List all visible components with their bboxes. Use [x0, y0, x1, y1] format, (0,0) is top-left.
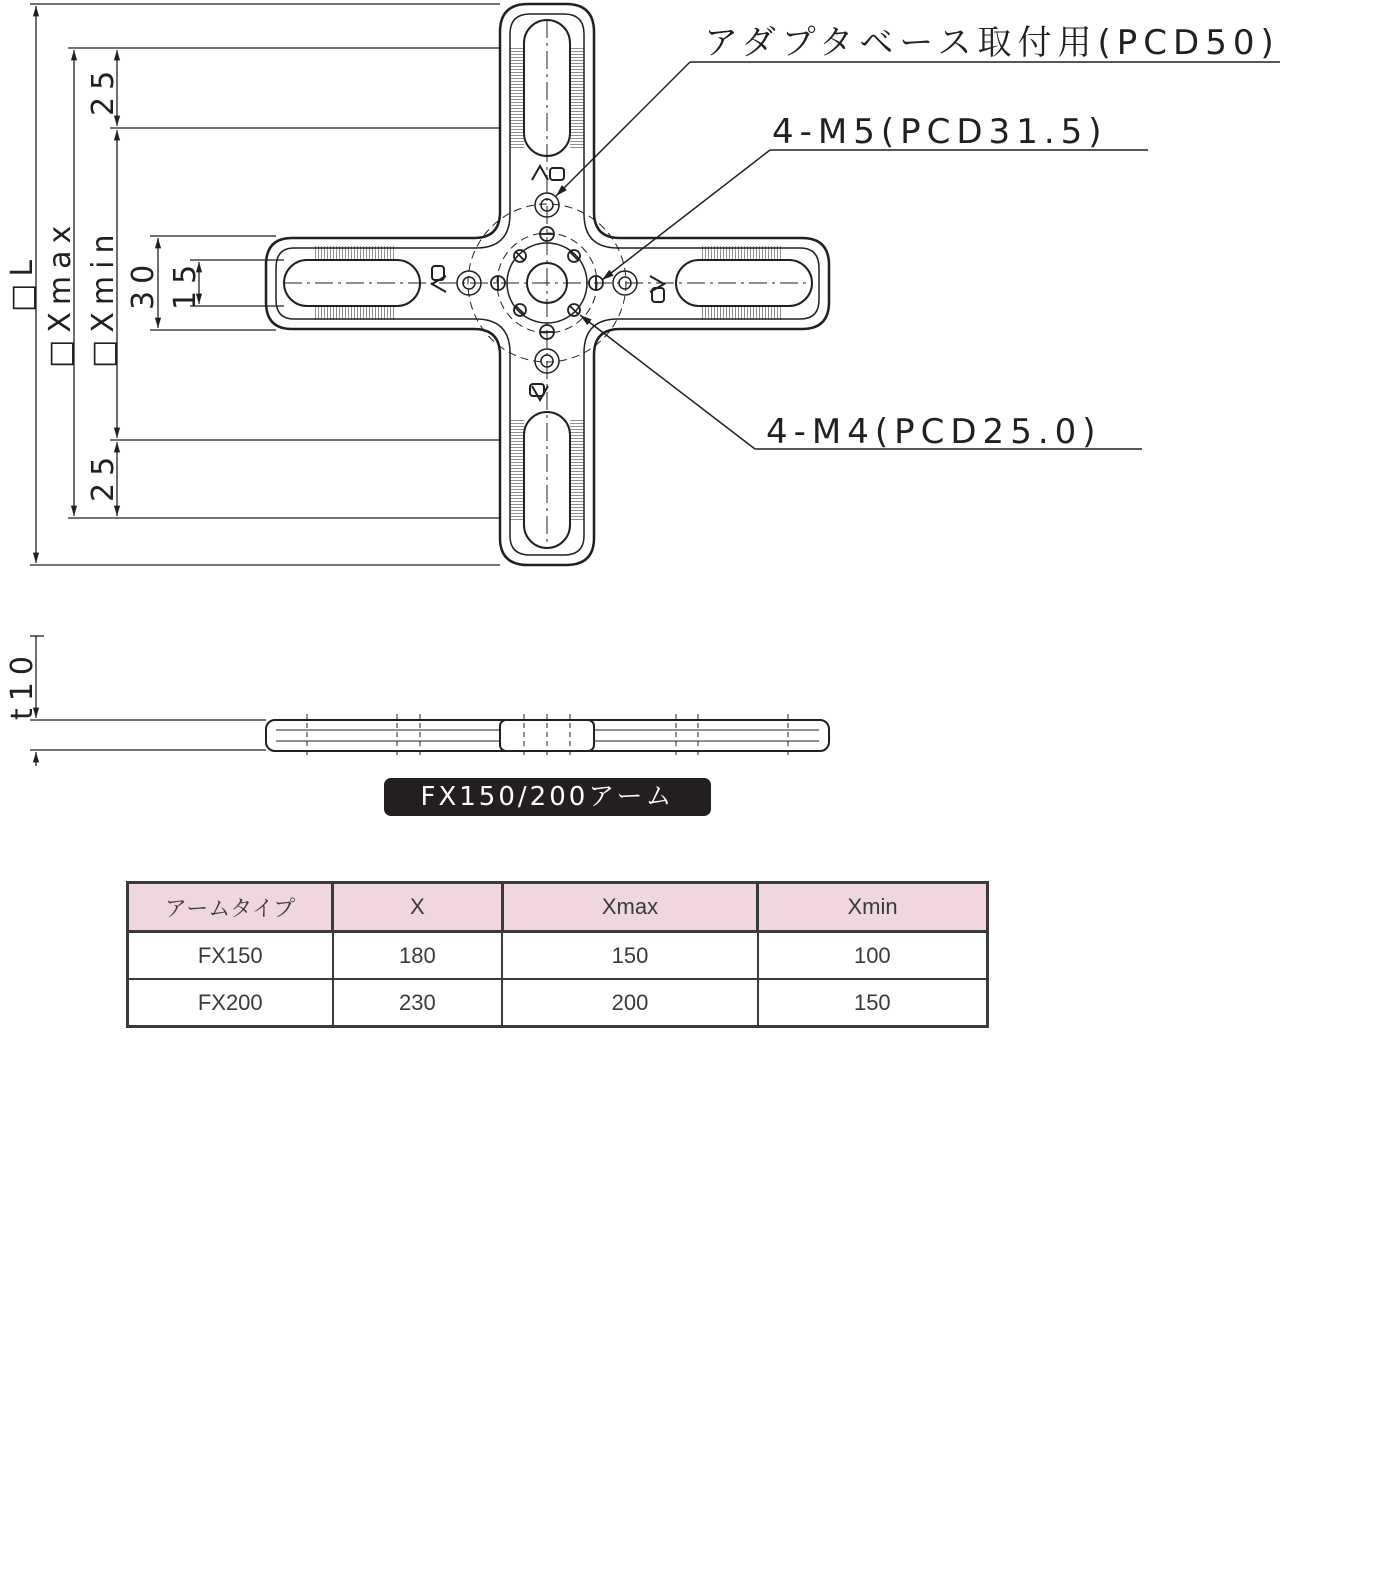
cell-xmax: 200: [502, 979, 757, 1027]
arm-plate-top-view: [266, 4, 829, 565]
callout-adapter-base: アダプタベース取付用(PCD50): [704, 23, 1280, 63]
callout-m4: 4-M4(PCD25.0): [766, 412, 1102, 452]
model-badge: FX150/200アーム: [384, 778, 711, 816]
cell-x: 180: [333, 932, 503, 980]
arm-spec-table: [126, 881, 989, 1028]
dim-thickness-label: t10: [5, 649, 40, 720]
dim-l-label: □L: [5, 252, 40, 312]
dim-slot-30-label: 30: [126, 257, 161, 310]
header-xmax: Xmax: [502, 883, 757, 932]
dim-bottom-25-label: 25: [86, 449, 121, 502]
dim-xmax-label: □Xmax: [43, 218, 78, 368]
cell-xmin: 100: [758, 932, 988, 980]
dim-top-25-label: 25: [86, 63, 121, 116]
header-x: X: [333, 883, 503, 932]
cell-arm-type: FX200: [128, 979, 333, 1027]
cell-x: 230: [333, 979, 503, 1027]
header-arm-type: アームタイプ: [128, 883, 333, 932]
arm-plate-side-view: [30, 636, 829, 766]
cell-xmax: 150: [502, 932, 757, 980]
callout-m5: 4-M5(PCD31.5): [772, 112, 1108, 152]
table-row: [128, 932, 988, 980]
table-row: [128, 979, 988, 1027]
dim-xmin-label: □Xmin: [86, 227, 121, 368]
cell-arm-type: FX150: [128, 932, 333, 980]
cell-xmin: 150: [758, 979, 988, 1027]
header-xmin: Xmin: [758, 883, 988, 932]
table-header-row: [128, 883, 988, 932]
dim-slot-15-label: 15: [168, 257, 203, 310]
